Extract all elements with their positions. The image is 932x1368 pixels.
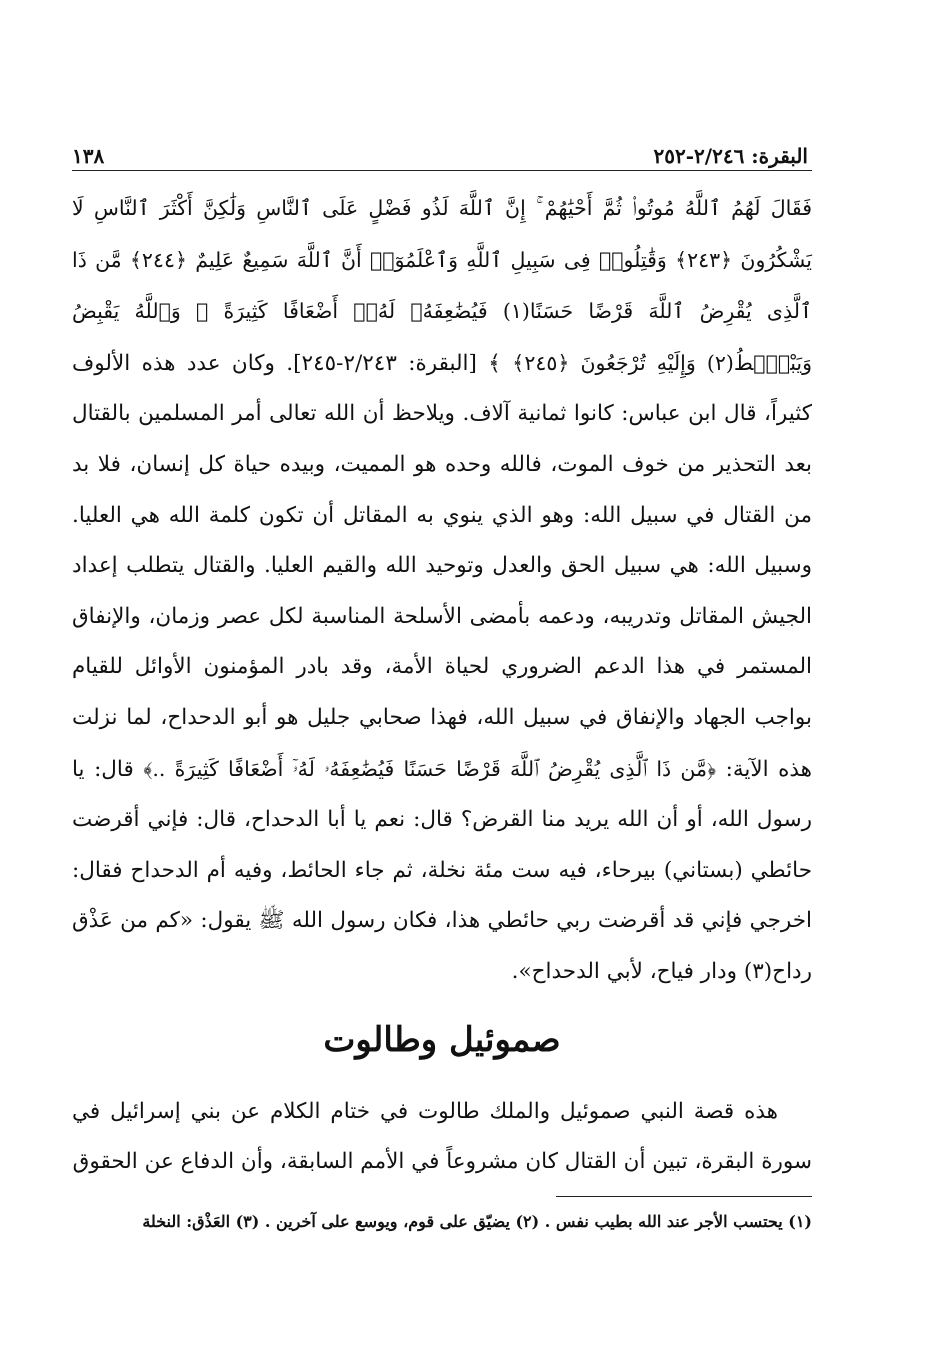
footnotes: (١) يحتسب الأجر عند الله بطيب نفس . (٢) يضيّق على قوم، ويوسع على آخرين . (٣) العَذْق: النخلة xyxy=(142,1212,812,1231)
section-paragraph: هذه قصة النبي صموئيل والملك طالوت في ختام الكلام عن بني إسرائيل في سورة البقرة، تبين أن القتال كان مشروعاً في الأمم السابقة، وأن الدفاع عن الحقوق xyxy=(72,1099,812,1174)
paragraph-text-continued: قال: يا رسول الله، أو أن الله يريد منا القرض؟ قال: نعم يا أبا الدحداح، قال: فإني أقرضت حائطي (بستاني) بيرحاء، فيه ست مئة نخلة، ثم جاء الحائط، وفيه أم الدحداح فقال: اخرجي فإني قد أقرضت ربي حائطي هذا، فكان رسول الله ﷺ يقول: «كم من عَذْق رداح(٣) ودار فياح، لأبي الدحداح». xyxy=(72,756,812,984)
footnote-rule xyxy=(556,1196,812,1197)
page-number: ١٣٨ xyxy=(72,144,105,168)
header-rule xyxy=(72,170,812,171)
inline-quran-verse: ﴿مَّن ذَا ٱلَّذِى يُقْرِضُ ٱللَّهَ قَرْضًا حَسَنًا فَيُضَٰعِفَهُۥ لَهُۥٓ أَضْعَافًا كَثِيرَةً ..﴾ xyxy=(143,756,717,781)
section-text xyxy=(72,1087,812,1187)
page-header xyxy=(72,128,808,168)
paragraph-text: وكان عدد هذه الألوف كثيراً، قال ابن عباس: كانوا ثمانية آلاف. ويلاحظ أن الله تعالى أمر المسلمين بالقتال بعد التحذير من خوف الموت، فالله وحده هو المميت، وبيده حياة كل إنسان، فلا بد من القتال في سبيل الله: وهو الذي ينوي به المقاتل أن تكون كلمة الله هي العليا. وسبيل الله: هي سبيل الحق والعدل وتوحيد الله والقيم العليا. والقتال يتطلب إعداد الجيش المقاتل وتدريبه، ودعمه بأمضى الأسلحة المناسبة لكل عصر وزمان، والإنفاق المستمر في هذا الدعم الضروري لحياة الأمة، وقد بادر المؤمنون الأوائل للقيام بواجب الجهاد والإنفاق في سبيل الله، فهذا صحابي جليل هو أبو الدحداح، لما نزلت هذه الآية: xyxy=(72,350,813,782)
main-paragraph xyxy=(72,183,812,998)
quran-verse-block: فَقَالَ لَهُمُ ٱللَّهُ مُوتُوا۟ ثُمَّ أَحْيَٰهُمْ ۚ إِنَّ ٱللَّهَ لَذُو فَضْلٍ عَلَى ٱلنَّاسِ وَلَٰكِنَّ أَكْثَرَ ٱلنَّاسِ لَا يَشْكُرُونَ ﴿٢٤٣﴾ وَقَٰتِلُوا۟ فِى سَبِيلِ ٱللَّهِ وَٱعْلَمُوٓا۟ أَنَّ ٱللَّهَ سَمِيعٌ عَلِيمٌ ﴿٢٤٤﴾ مَّن ذَا ٱلَّذِى يُقْرِضُ ٱللَّهَ قَرْضًا حَسَنًا(١) فَيُضَٰعِفَهُۥ لَهُۥٓ أَضْعَافًا كَثِيرَةً ۚ وَٱللَّهُ يَقْبِضُ وَيَبْصُۜطُ(٢) وَإِلَيْهِ تُرْجَعُونَ ﴿٢٤٥﴾ xyxy=(72,196,812,375)
section-heading: صموئيل وطالوت xyxy=(323,1020,561,1060)
running-title: البقرة: ٢/٢٤٦-٢٥٢ xyxy=(653,144,808,168)
verse-citation: ﴾ [البقرة: ٢/٢٤٣-٢٤٥]. xyxy=(286,350,501,376)
main-text xyxy=(72,183,812,998)
